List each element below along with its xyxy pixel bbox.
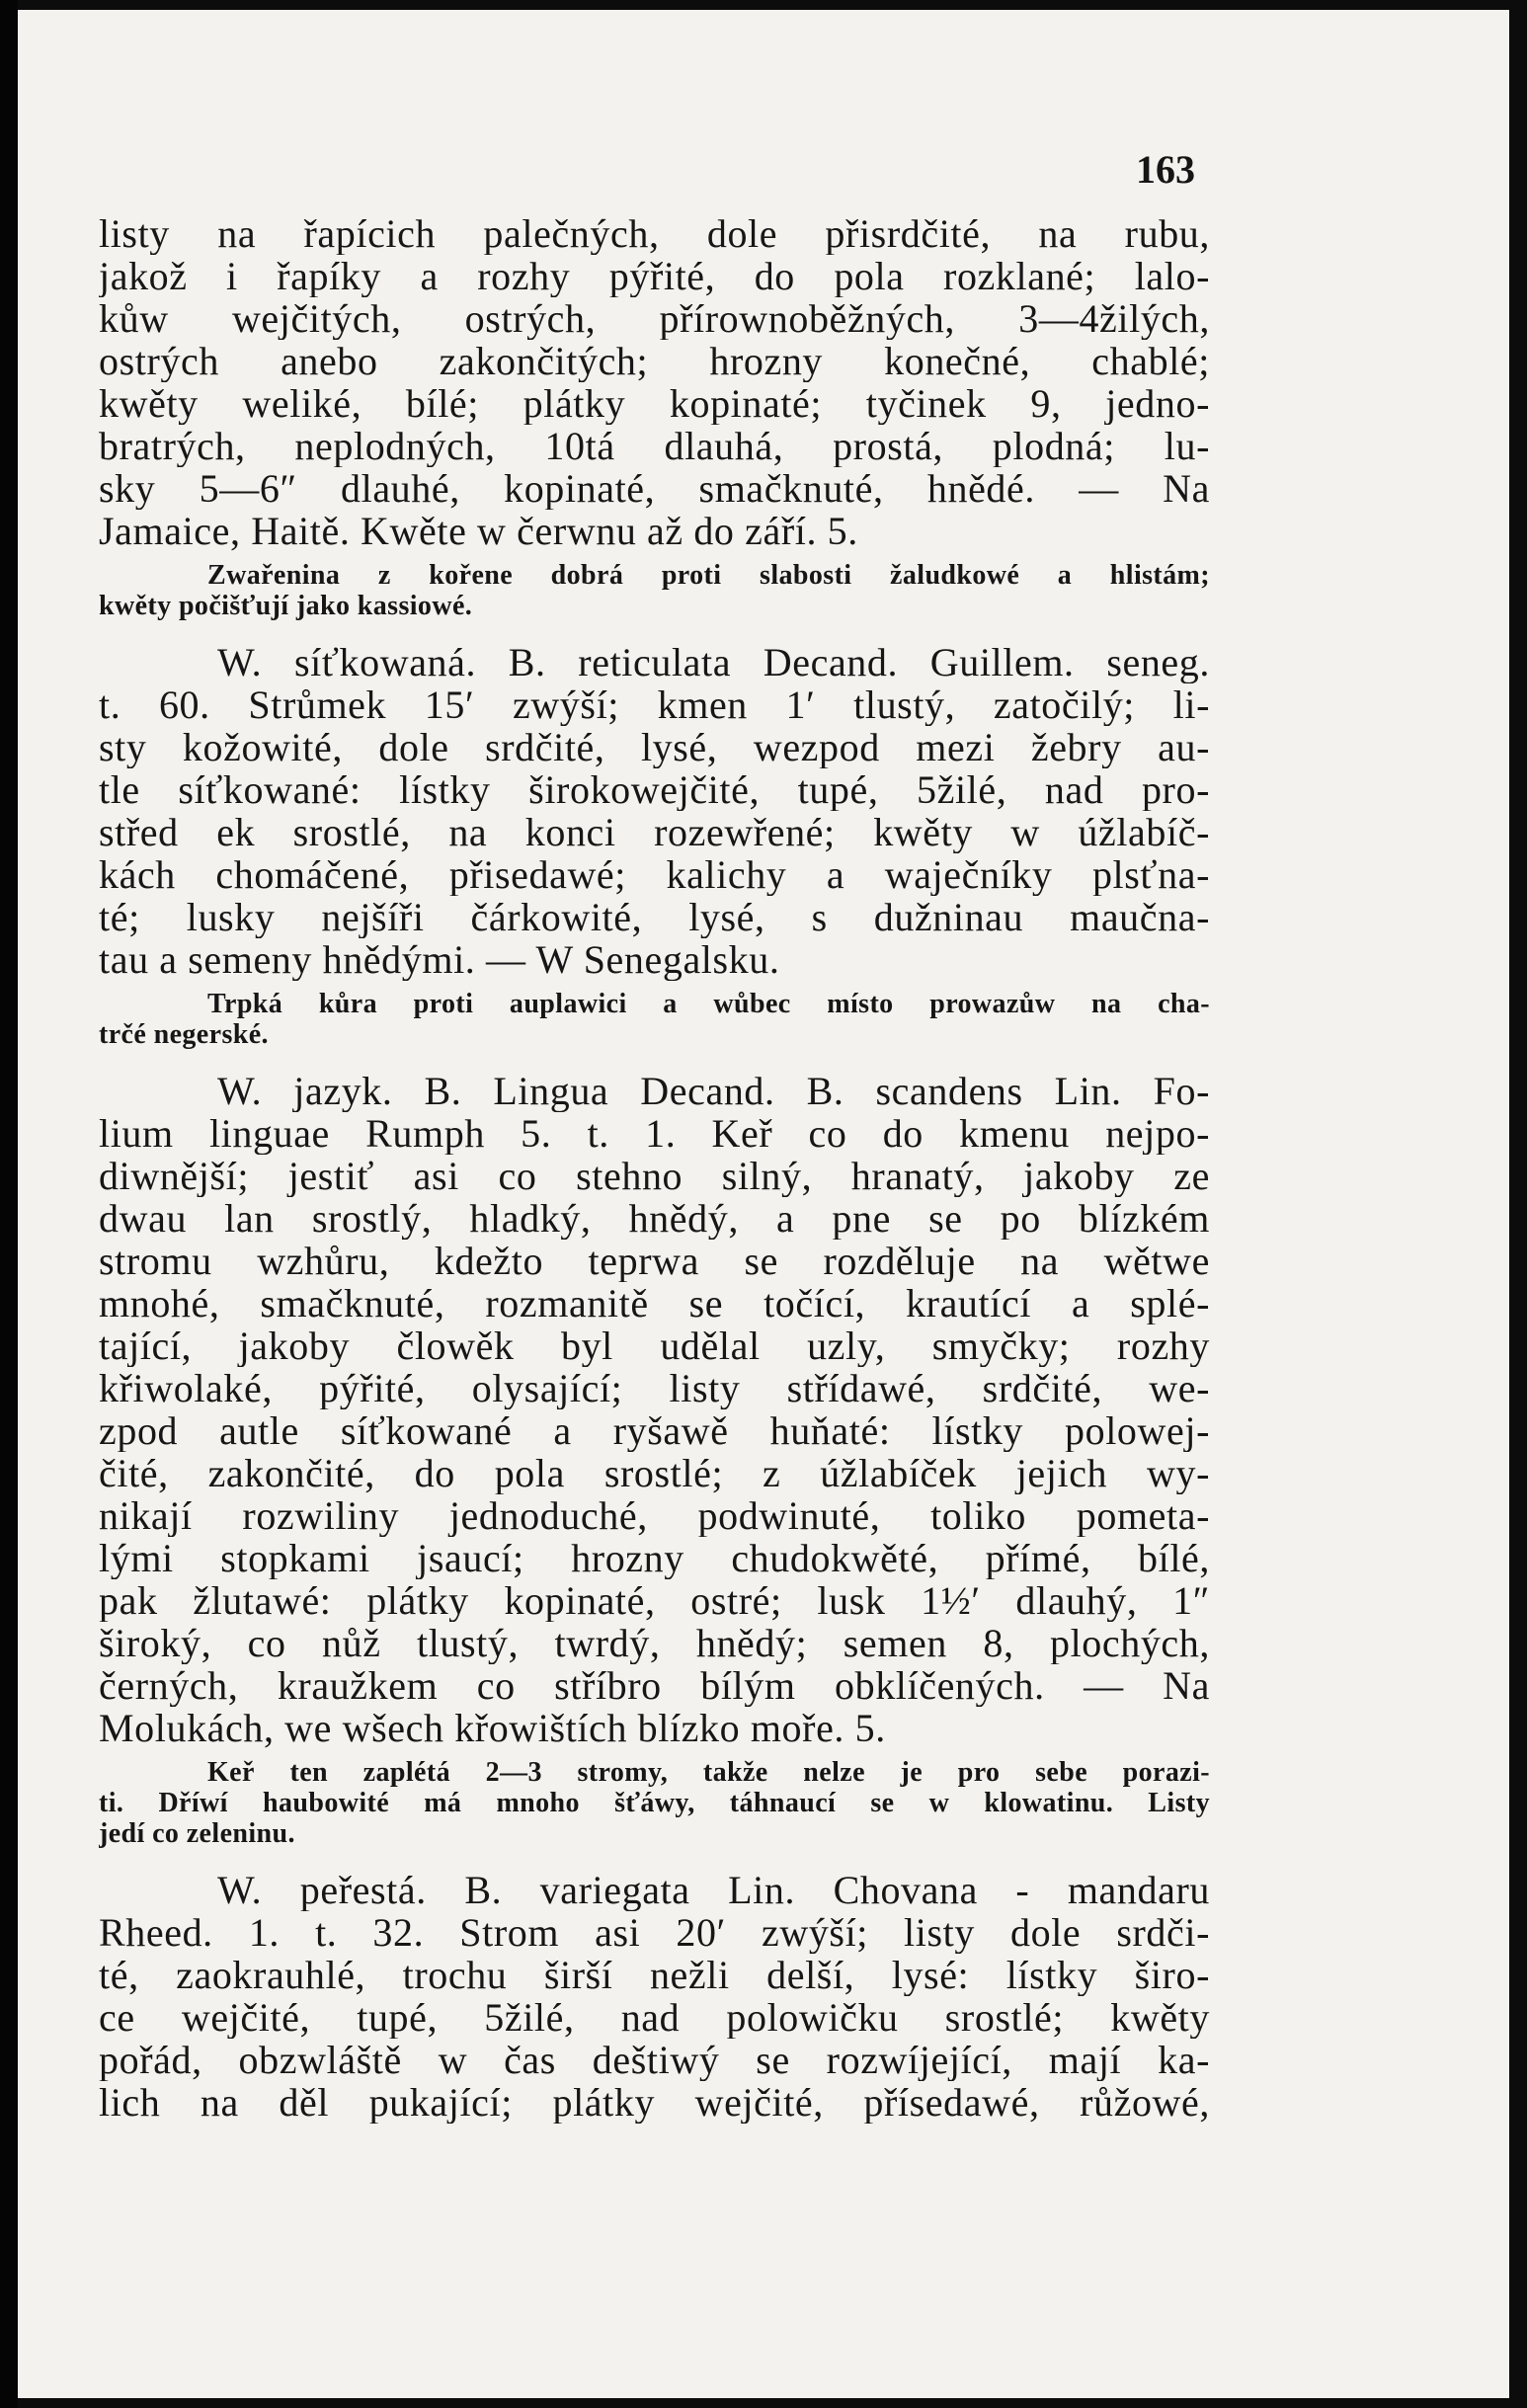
text-line: střed ek srostlé, na konci rozewřené; kwěty w úžlabíč- [99,811,1210,853]
text-line: bratrých, neplodných, 10tá dlauhá, prostá, plodná; lu- [99,425,1210,467]
text-line: dwau lan srostlý, hladký, hnědý, a pne se po blízkém [99,1197,1210,1240]
entry-heading: W. jazyk. B. Lingua Decand. B. scandens Lin. Fo- [217,1070,1210,1112]
page-number: 163 [1136,147,1195,192]
text-line: sty kožowité, dole srdčité, lysé, wezpod mezi žebry au- [99,726,1210,768]
text-line: listy na řapícich palečných, dole přisrdčité, na rubu, [99,212,1210,255]
text-line: Rheed. 1. t. 32. Strom asi 20′ zwýší; listy dole srdči- [99,1911,1210,1954]
text-line: lich na děl pukající; plátky wejčité, přísedawé, růžowé, [99,2081,1210,2124]
footnote-line: kwěty počišťují jako kassiowé. [99,591,473,621]
text-line: jakož i řapíky a rozhy pýřité, do pola rozklané; lalo- [99,255,1210,297]
entry-heading: W. peřestá. B. variegata Lin. Chovana - mandaru [217,1869,1210,1911]
text-line: Jamaice, Haitě. Kwěte w čerwnu až do září. 5. [99,510,858,552]
text-line: ostrých anebo zakončitých; hrozny konečné, chablé; [99,340,1210,382]
text-line: kwěty weliké, bílé; plátky kopinaté; tyčinek 9, jedno- [99,382,1210,425]
scan-left-edge [0,0,18,2408]
text-line: stromu wzhůru, kdežto teprwa se rozděluje na wětwe [99,1240,1210,1282]
text-line: křiwolaké, pýřité, olysající; listy střídawé, srdčité, we- [99,1367,1210,1409]
text-line: široký, co nůž tlustý, twrdý, hnědý; semen 8, plochých, [99,1622,1210,1664]
text-line: sky 5—6″ dlauhé, kopinaté, smačknuté, hnědé. — Na [99,467,1210,510]
text-line: pořád, obzwláště w čas deštiwý se rozwíjející, mají ka- [99,2039,1210,2081]
text-line: čité, zakončité, do pola srostlé; z úžlabíček jejich wy- [99,1452,1210,1494]
footnote-line: Keř ten zaplétá 2—3 stromy, takže nelze je pro sebe porazi- [207,1757,1210,1788]
text-line: ce wejčité, tupé, 5žilé, nad polowičku srostlé; kwěty [99,1996,1210,2039]
text-line: černých, kraužkem co stříbro bílým obklíčených. — Na [99,1664,1210,1707]
text-line: t. 60. Strůmek 15′ zwýší; kmen 1′ tlustý, zatočilý; li- [99,683,1210,726]
text-line: tající, jakoby člowěk byl udělal uzly, smyčky; rozhy [99,1324,1210,1367]
footnote-line: ti. Dříwí haubowité má mnoho šťáwy, táhnaucí se w klowatinu. Listy [99,1788,1210,1818]
text-line: té; lusky nejšíři čárkowité, lysé, s dužninau maučna- [99,896,1210,938]
text-line: kůw wejčitých, ostrých, přírownoběžných, 3—4žilých, [99,297,1210,340]
text-line: mnohé, smačknuté, rozmanitě se točící, krautící a splé- [99,1282,1210,1324]
text-line: zpod autle síťkowané a ryšawě huňaté: lístky polowej- [99,1409,1210,1452]
text-line: tle síťkowané: lístky širokowejčité, tupé, 5žilé, nad pro- [99,768,1210,811]
text-line: diwnější; jestiť asi co stehno silný, hranatý, jakoby ze [99,1155,1210,1197]
text-line: tau a semeny hnědými. — W Senegalsku. [99,938,780,981]
text-line: té, zaokrauhlé, trochu širší nežli delší, lysé: lístky širo- [99,1954,1210,1996]
text-line: pak žlutawé: plátky kopinaté, ostré; lusk 1½′ dlauhý, 1″ [99,1579,1210,1622]
footnote-line: Zwařenina z kořene dobrá proti slabosti žaludkowé a hlistám; [207,560,1210,591]
entry-heading: W. síťkowaná. B. reticulata Decand. Guillem. seneg. [217,641,1210,683]
text-line: kách chomáčené, přisedawé; kalichy a waječníky plsťna- [99,853,1210,896]
text-line: lium linguae Rumph 5. t. 1. Keř co do kmenu nejpo- [99,1112,1210,1155]
page-text [99,212,1210,2124]
text-line: lými stopkami jsaucí; hrozny chudokwěté, přímé, bílé, [99,1537,1210,1579]
footnote-line: trčé negerské. [99,1019,269,1050]
footnote-line: jedí co zeleninu. [99,1818,295,1849]
text-line: Molukách, we wšech křowištích blízko moře. 5. [99,1707,886,1749]
text-line: nikají rozwiliny jednoduché, podwinuté, toliko pometa- [99,1494,1210,1537]
footnote-line: Trpká kůra proti auplawici a wůbec místo prowazůw na cha- [207,989,1210,1019]
